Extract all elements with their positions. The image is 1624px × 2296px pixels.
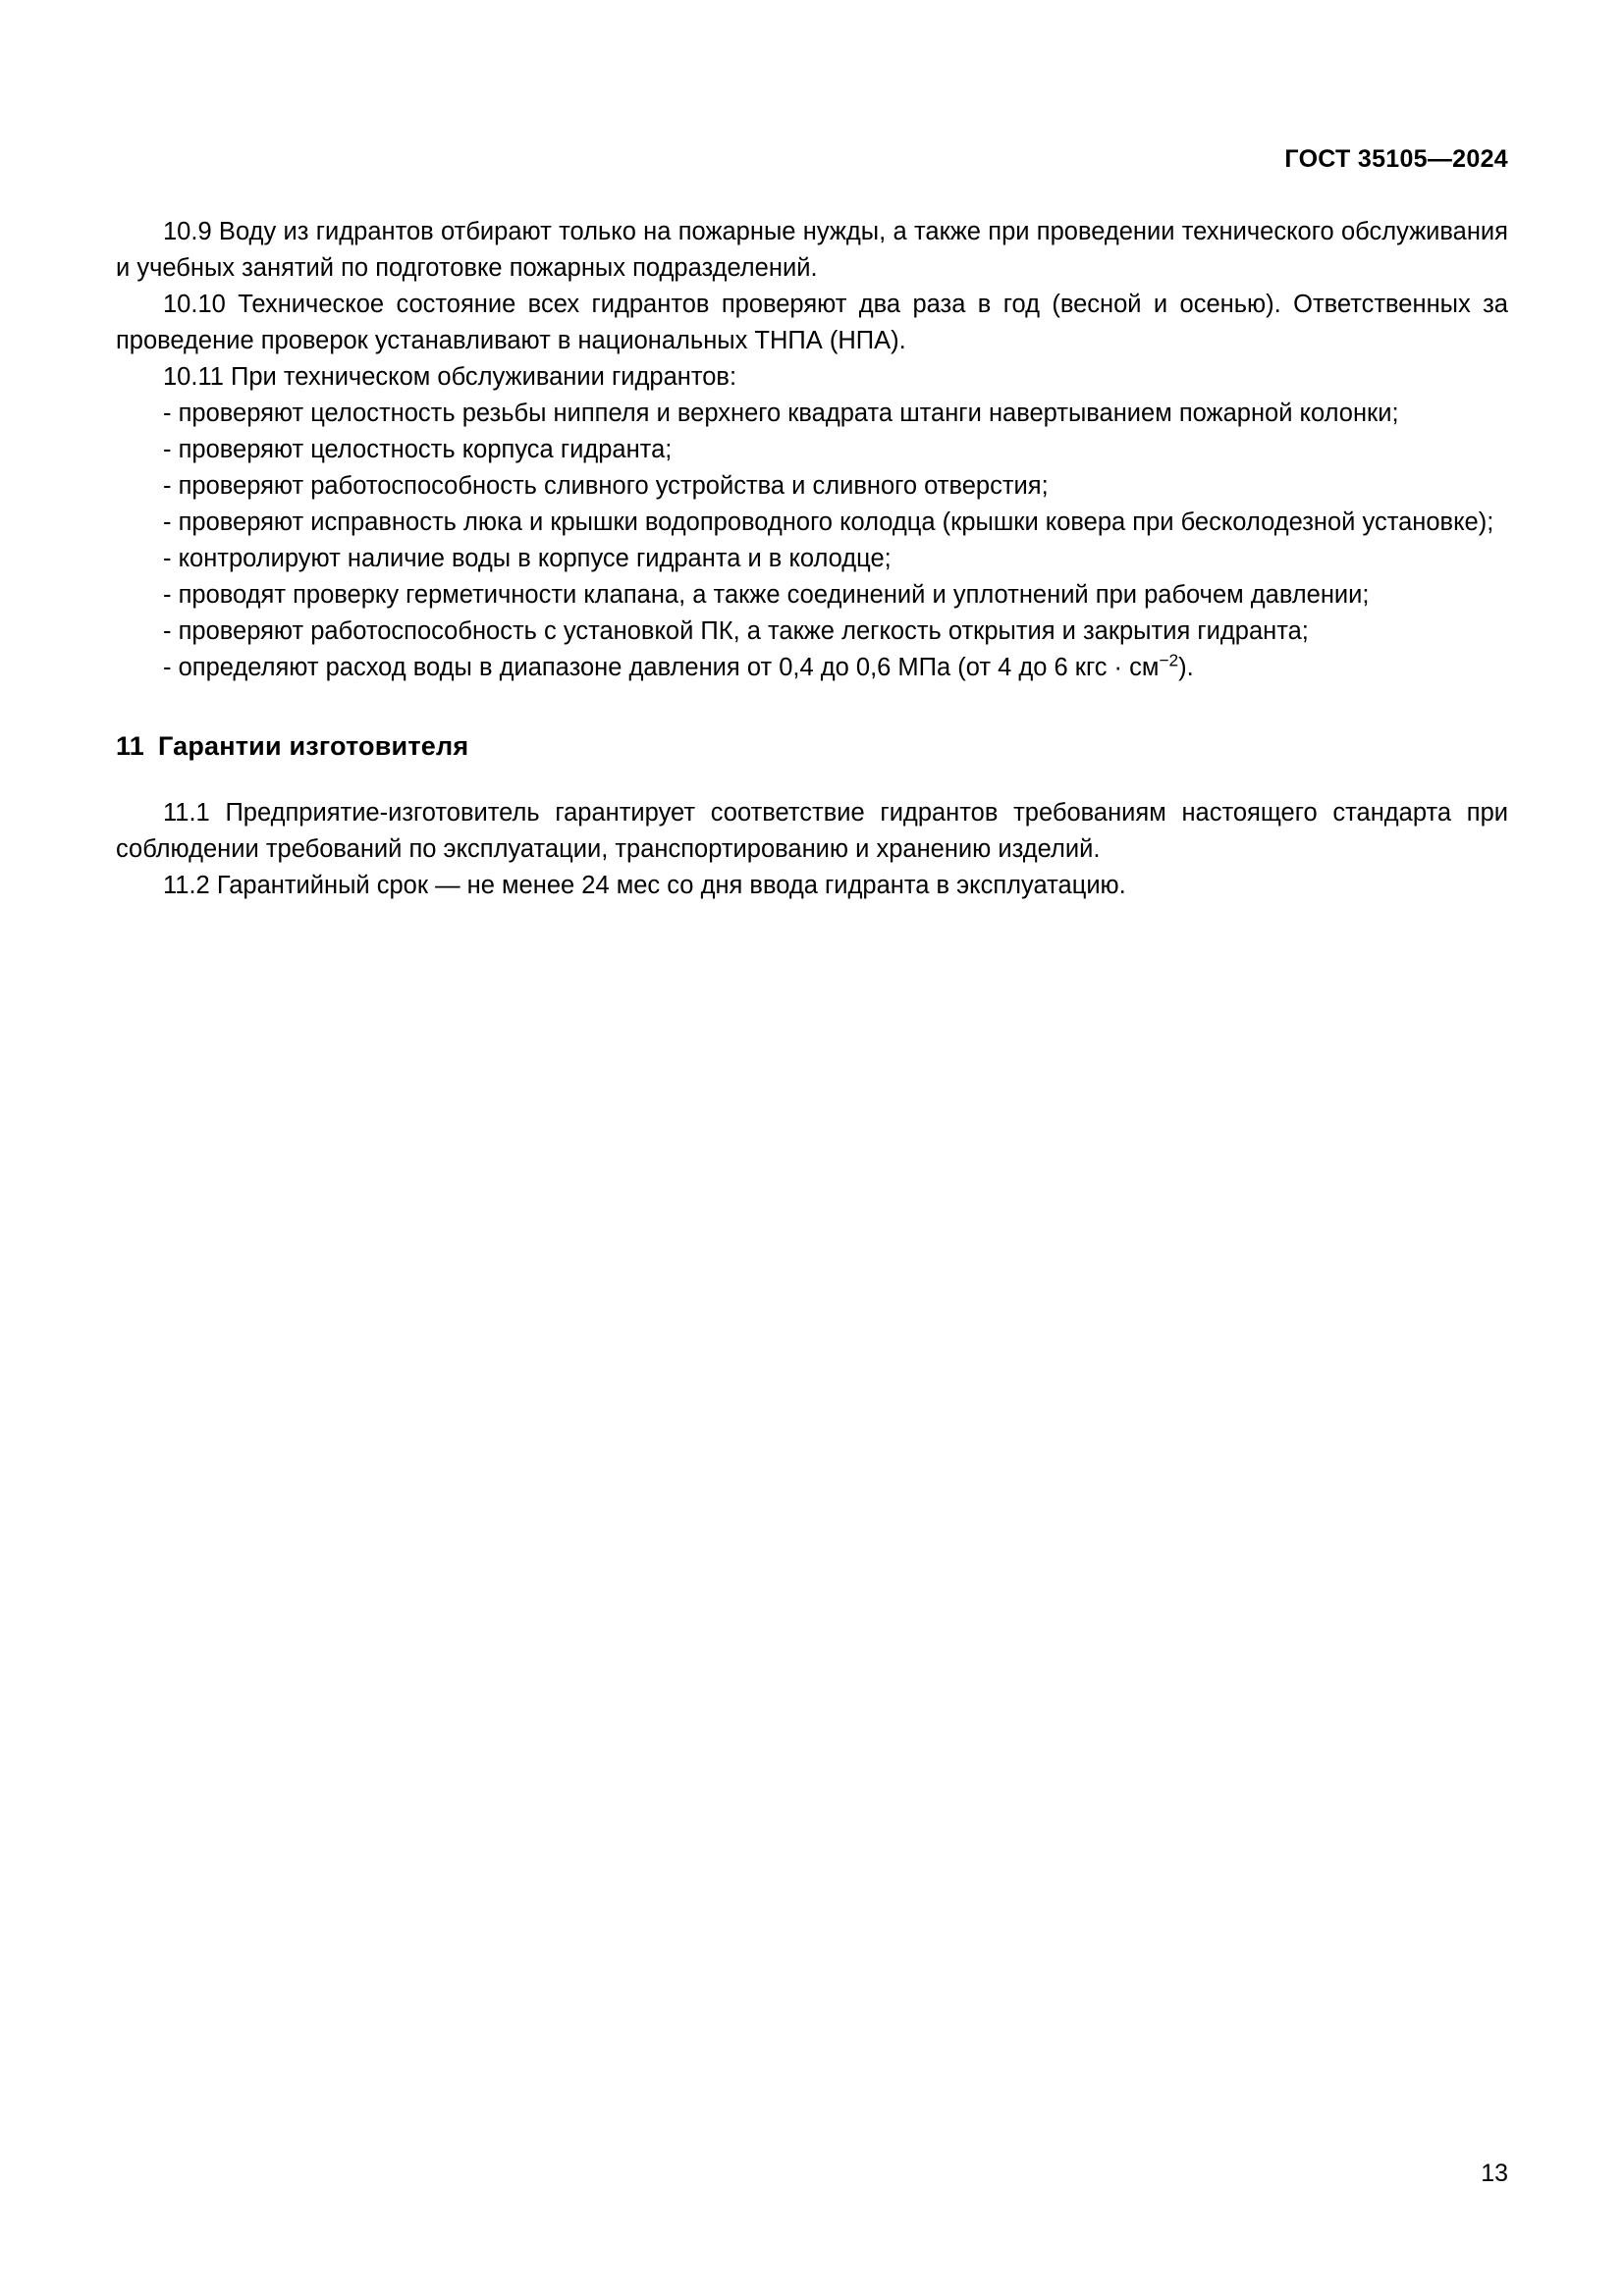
paragraph-10-9: 10.9 Воду из гидрантов отбирают только на пожарные нужды, а также при проведении технического обслуживания и учебных занятий по подготовке пожарных подразделений.	[116, 218, 1508, 282]
list-item-7: - проверяют работоспособность с установкой ПК, а также легкость открытия и закрытия гидранта;	[163, 617, 1309, 645]
list-item-1: - проверяют целостность резьбы ниппеля и верхнего квадрата штанги навертыванием пожарной колонки;	[163, 400, 1399, 427]
paragraph-11-2: 11.2 Гарантийный срок — не менее 24 мес со дня ввода гидранта в эксплуатацию.	[163, 872, 1126, 899]
paragraph-10-10: 10.10 Техническое состояние всех гидрантов проверяют два раза в год (весной и осенью). Ответственных за проведение проверок устанавливают в национальных ТНПА (НПА).	[116, 291, 1508, 354]
list-item-2: - проверяют целостность корпуса гидранта;	[163, 436, 673, 463]
list-item-5: - контролируют наличие воды в корпусе гидранта и в колодце;	[163, 545, 892, 572]
list-item-3: - проверяют работоспособность сливного устройства и сливного отверстия;	[163, 472, 1049, 500]
paragraph-10-11: 10.11 При техническом обслуживании гидрантов:	[163, 363, 737, 391]
list-item-6: - проводят проверку герметичности клапана, а также соединений и уплотнений при рабочем давлении;	[163, 581, 1370, 609]
section-heading-11	[116, 731, 1508, 762]
section-number: 11	[116, 731, 144, 761]
list-item-8-suffix: ).	[1178, 654, 1194, 681]
section-title: Гарантии изготовителя	[157, 731, 469, 761]
page-content	[116, 214, 1508, 904]
paragraph-11-1: 11.1 Предприятие-изготовитель гарантирует соответствие гидрантов требованиям настоящего стандарта при соблюдении требований по эксплуатации, транспортированию и хранению изделий.	[116, 799, 1508, 863]
page-header-standard: ГОСТ 35105—2024	[1284, 145, 1508, 173]
list-item-8	[116, 650, 1508, 686]
list-item-8-superscript: −2	[1159, 650, 1179, 670]
list-item-4: - проверяют исправность люка и крышки водопроводного колодца (крышки ковера при бесколодезной установке);	[163, 508, 1494, 536]
page-number: 13	[1481, 2160, 1508, 2187]
list-item-8-prefix: - определяют расход воды в диапазоне давления от 0,4 до 0,6 МПа (от 4 до 6 кгс · см	[163, 654, 1160, 681]
